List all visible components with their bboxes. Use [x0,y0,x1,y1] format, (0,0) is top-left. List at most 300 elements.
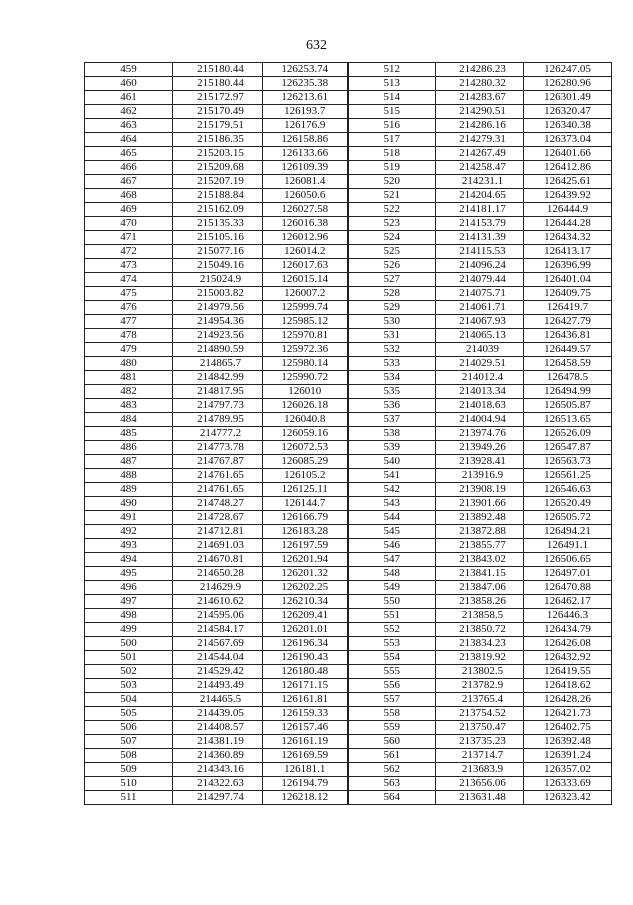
y-coordinate-cell: 126040.8 [263,413,348,427]
y-coordinate-cell: 126561.25 [524,469,612,483]
x-coordinate-cell: 214004.94 [436,413,524,427]
table-row [85,609,612,623]
table-row [85,329,612,343]
table-row [85,343,612,357]
y-coordinate-cell: 126446.3 [524,609,612,623]
table-row [85,679,612,693]
y-coordinate-cell: 126426.08 [524,637,612,651]
point-number-cell: 560 [348,735,436,749]
y-coordinate-cell: 126546.63 [524,483,612,497]
point-number-cell: 525 [348,245,436,259]
x-coordinate-cell: 214181.17 [436,203,524,217]
x-coordinate-cell: 214065.13 [436,329,524,343]
point-number-cell: 467 [85,175,173,189]
y-coordinate-cell: 126161.81 [263,693,348,707]
x-coordinate-cell: 214979.56 [173,301,263,315]
y-coordinate-cell: 126218.12 [263,791,348,805]
x-coordinate-cell: 213974.76 [436,427,524,441]
point-number-cell: 508 [85,749,173,763]
y-coordinate-cell: 126166.79 [263,511,348,525]
y-coordinate-cell: 126125.11 [263,483,348,497]
point-number-cell: 531 [348,329,436,343]
x-coordinate-cell: 215024.9 [173,273,263,287]
y-coordinate-cell: 126157.46 [263,721,348,735]
y-coordinate-cell: 126193.7 [263,105,348,119]
table-row [85,777,612,791]
table-row [85,427,612,441]
point-number-cell: 554 [348,651,436,665]
point-number-cell: 538 [348,427,436,441]
point-number-cell: 514 [348,91,436,105]
x-coordinate-cell: 214748.27 [173,497,263,511]
y-coordinate-cell: 126209.41 [263,609,348,623]
point-number-cell: 551 [348,609,436,623]
point-number-cell: 473 [85,259,173,273]
point-number-cell: 544 [348,511,436,525]
point-number-cell: 478 [85,329,173,343]
y-coordinate-cell: 126133.66 [263,147,348,161]
x-coordinate-cell: 215209.68 [173,161,263,175]
x-coordinate-cell: 213843.02 [436,553,524,567]
x-coordinate-cell: 213901.66 [436,497,524,511]
y-coordinate-cell: 126432.92 [524,651,612,665]
point-number-cell: 505 [85,707,173,721]
x-coordinate-cell: 214493.49 [173,679,263,693]
y-coordinate-cell: 126210.34 [263,595,348,609]
point-number-cell: 489 [85,483,173,497]
point-number-cell: 504 [85,693,173,707]
y-coordinate-cell: 126171.15 [263,679,348,693]
table-row [85,217,612,231]
x-coordinate-cell: 214529.42 [173,665,263,679]
table-row [85,623,612,637]
x-coordinate-cell: 214153.79 [436,217,524,231]
point-number-cell: 530 [348,315,436,329]
y-coordinate-cell: 126449.57 [524,343,612,357]
x-coordinate-cell: 214842.99 [173,371,263,385]
coordinates-table-body [85,63,612,805]
point-number-cell: 470 [85,217,173,231]
point-number-cell: 550 [348,595,436,609]
point-number-cell: 488 [85,469,173,483]
y-coordinate-cell: 126444.28 [524,217,612,231]
y-coordinate-cell: 126026.18 [263,399,348,413]
y-coordinate-cell: 126176.9 [263,119,348,133]
point-number-cell: 471 [85,231,173,245]
table-row [85,553,612,567]
y-coordinate-cell: 126235.38 [263,77,348,91]
x-coordinate-cell: 213847.06 [436,581,524,595]
y-coordinate-cell: 126201.01 [263,623,348,637]
table-row [85,273,612,287]
x-coordinate-cell: 214777.2 [173,427,263,441]
x-coordinate-cell: 213916.9 [436,469,524,483]
x-coordinate-cell: 214923.56 [173,329,263,343]
y-coordinate-cell: 126428.26 [524,693,612,707]
point-number-cell: 553 [348,637,436,651]
y-coordinate-cell: 126016.38 [263,217,348,231]
point-number-cell: 543 [348,497,436,511]
x-coordinate-cell: 214115.53 [436,245,524,259]
point-number-cell: 497 [85,595,173,609]
point-number-cell: 475 [85,287,173,301]
x-coordinate-cell: 214712.81 [173,525,263,539]
y-coordinate-cell: 126202.25 [263,581,348,595]
table-row [85,483,612,497]
point-number-cell: 474 [85,273,173,287]
table-row [85,665,612,679]
table-row [85,567,612,581]
x-coordinate-cell: 215003.82 [173,287,263,301]
y-coordinate-cell: 126105.2 [263,469,348,483]
point-number-cell: 561 [348,749,436,763]
y-coordinate-cell: 126280.96 [524,77,612,91]
x-coordinate-cell: 214789.95 [173,413,263,427]
table-row [85,161,612,175]
x-coordinate-cell: 214691.03 [173,539,263,553]
point-number-cell: 564 [348,791,436,805]
x-coordinate-cell: 214954.36 [173,315,263,329]
x-coordinate-cell: 213928.41 [436,455,524,469]
x-coordinate-cell: 214381.19 [173,735,263,749]
point-number-cell: 546 [348,539,436,553]
x-coordinate-cell: 214231.1 [436,175,524,189]
point-number-cell: 498 [85,609,173,623]
y-coordinate-cell: 125990.72 [263,371,348,385]
y-coordinate-cell: 125985.12 [263,315,348,329]
x-coordinate-cell: 214797.73 [173,399,263,413]
table-row [85,693,612,707]
y-coordinate-cell: 126323.42 [524,791,612,805]
point-number-cell: 469 [85,203,173,217]
x-coordinate-cell: 214204.65 [436,189,524,203]
x-coordinate-cell: 215077.16 [173,245,263,259]
point-number-cell: 462 [85,105,173,119]
y-coordinate-cell: 126434.32 [524,231,612,245]
point-number-cell: 464 [85,133,173,147]
y-coordinate-cell: 126169.59 [263,749,348,763]
point-number-cell: 466 [85,161,173,175]
point-number-cell: 486 [85,441,173,455]
x-coordinate-cell: 214283.67 [436,91,524,105]
point-number-cell: 459 [85,63,173,77]
x-coordinate-cell: 214767.87 [173,455,263,469]
point-number-cell: 517 [348,133,436,147]
table-row [85,315,612,329]
x-coordinate-cell: 214013.34 [436,385,524,399]
y-coordinate-cell: 126526.09 [524,427,612,441]
y-coordinate-cell: 126373.04 [524,133,612,147]
x-coordinate-cell: 215186.35 [173,133,263,147]
table-row [85,455,612,469]
y-coordinate-cell: 126340.38 [524,119,612,133]
table-row [85,287,612,301]
y-coordinate-cell: 126247.05 [524,63,612,77]
x-coordinate-cell: 214039 [436,343,524,357]
table-row [85,105,612,119]
y-coordinate-cell: 126253.74 [263,63,348,77]
x-coordinate-cell: 214439.05 [173,707,263,721]
point-number-cell: 529 [348,301,436,315]
y-coordinate-cell: 126458.59 [524,357,612,371]
y-coordinate-cell: 126012.96 [263,231,348,245]
point-number-cell: 555 [348,665,436,679]
y-coordinate-cell: 126470.88 [524,581,612,595]
table-row [85,595,612,609]
x-coordinate-cell: 214408.57 [173,721,263,735]
point-number-cell: 539 [348,441,436,455]
point-number-cell: 526 [348,259,436,273]
point-number-cell: 482 [85,385,173,399]
y-coordinate-cell: 126392.48 [524,735,612,749]
table-row [85,525,612,539]
table-row [85,469,612,483]
point-number-cell: 528 [348,287,436,301]
y-coordinate-cell: 126494.99 [524,385,612,399]
y-coordinate-cell: 126520.49 [524,497,612,511]
x-coordinate-cell: 214773.78 [173,441,263,455]
y-coordinate-cell: 126563.73 [524,455,612,469]
y-coordinate-cell: 126059.16 [263,427,348,441]
x-coordinate-cell: 213802.5 [436,665,524,679]
y-coordinate-cell: 126497.01 [524,567,612,581]
table-row [85,77,612,91]
point-number-cell: 547 [348,553,436,567]
x-coordinate-cell: 214258.47 [436,161,524,175]
y-coordinate-cell: 126014.2 [263,245,348,259]
y-coordinate-cell: 126491.1 [524,539,612,553]
point-number-cell: 502 [85,665,173,679]
point-number-cell: 501 [85,651,173,665]
x-coordinate-cell: 214322.63 [173,777,263,791]
y-coordinate-cell: 126181.1 [263,763,348,777]
table-row [85,357,612,371]
x-coordinate-cell: 213949.26 [436,441,524,455]
y-coordinate-cell: 126072.53 [263,441,348,455]
point-number-cell: 461 [85,91,173,105]
y-coordinate-cell: 126462.17 [524,595,612,609]
x-coordinate-cell: 214279.31 [436,133,524,147]
x-coordinate-cell: 214286.16 [436,119,524,133]
y-coordinate-cell: 126015.14 [263,273,348,287]
y-coordinate-cell: 126085.29 [263,455,348,469]
y-coordinate-cell: 126444.9 [524,203,612,217]
table-row [85,385,612,399]
x-coordinate-cell: 214343.16 [173,763,263,777]
x-coordinate-cell: 213765.4 [436,693,524,707]
x-coordinate-cell: 215203.15 [173,147,263,161]
x-coordinate-cell: 213850.72 [436,623,524,637]
x-coordinate-cell: 213750.47 [436,721,524,735]
point-number-cell: 490 [85,497,173,511]
y-coordinate-cell: 126320.47 [524,105,612,119]
table-row [85,539,612,553]
point-number-cell: 472 [85,245,173,259]
table-row [85,91,612,105]
x-coordinate-cell: 215105.16 [173,231,263,245]
table-row [85,399,612,413]
y-coordinate-cell: 126401.04 [524,273,612,287]
y-coordinate-cell: 126396.99 [524,259,612,273]
table-row [85,721,612,735]
y-coordinate-cell: 126201.32 [263,567,348,581]
y-coordinate-cell: 126180.48 [263,665,348,679]
point-number-cell: 537 [348,413,436,427]
table-row [85,189,612,203]
x-coordinate-cell: 214465.5 [173,693,263,707]
table-row [85,119,612,133]
point-number-cell: 540 [348,455,436,469]
point-number-cell: 468 [85,189,173,203]
x-coordinate-cell: 215170.49 [173,105,263,119]
point-number-cell: 513 [348,77,436,91]
x-coordinate-cell: 214131.39 [436,231,524,245]
point-number-cell: 463 [85,119,173,133]
x-coordinate-cell: 214610.62 [173,595,263,609]
point-number-cell: 552 [348,623,436,637]
x-coordinate-cell: 214286.23 [436,63,524,77]
point-number-cell: 545 [348,525,436,539]
x-coordinate-cell: 214267.49 [436,147,524,161]
point-number-cell: 465 [85,147,173,161]
x-coordinate-cell: 214817.95 [173,385,263,399]
x-coordinate-cell: 213782.9 [436,679,524,693]
x-coordinate-cell: 215188.84 [173,189,263,203]
x-coordinate-cell: 214544.04 [173,651,263,665]
point-number-cell: 527 [348,273,436,287]
y-coordinate-cell: 126427.79 [524,315,612,329]
point-number-cell: 515 [348,105,436,119]
point-number-cell: 481 [85,371,173,385]
point-number-cell: 485 [85,427,173,441]
y-coordinate-cell: 126402.75 [524,721,612,735]
point-number-cell: 512 [348,63,436,77]
y-coordinate-cell: 126007.2 [263,287,348,301]
table-row [85,63,612,77]
point-number-cell: 499 [85,623,173,637]
table-row [85,581,612,595]
table-row [85,651,612,665]
x-coordinate-cell: 214096.24 [436,259,524,273]
y-coordinate-cell: 126419.7 [524,301,612,315]
x-coordinate-cell: 214280.32 [436,77,524,91]
y-coordinate-cell: 126412.86 [524,161,612,175]
y-coordinate-cell: 126478.5 [524,371,612,385]
x-coordinate-cell: 214595.06 [173,609,263,623]
y-coordinate-cell: 126391.24 [524,749,612,763]
x-coordinate-cell: 215180.44 [173,77,263,91]
point-number-cell: 503 [85,679,173,693]
point-number-cell: 521 [348,189,436,203]
y-coordinate-cell: 126418.62 [524,679,612,693]
x-coordinate-cell: 213683.9 [436,763,524,777]
table-row [85,413,612,427]
point-number-cell: 532 [348,343,436,357]
point-number-cell: 476 [85,301,173,315]
x-coordinate-cell: 215180.44 [173,63,263,77]
y-coordinate-cell: 126547.87 [524,441,612,455]
x-coordinate-cell: 214728.67 [173,511,263,525]
table-row [85,791,612,805]
x-coordinate-cell: 214584.17 [173,623,263,637]
table-row [85,147,612,161]
x-coordinate-cell: 215049.16 [173,259,263,273]
point-number-cell: 541 [348,469,436,483]
x-coordinate-cell: 214650.28 [173,567,263,581]
x-coordinate-cell: 215162.09 [173,203,263,217]
point-number-cell: 548 [348,567,436,581]
x-coordinate-cell: 214290.51 [436,105,524,119]
y-coordinate-cell: 126159.33 [263,707,348,721]
x-coordinate-cell: 214567.69 [173,637,263,651]
y-coordinate-cell: 125999.74 [263,301,348,315]
y-coordinate-cell: 126439.92 [524,189,612,203]
x-coordinate-cell: 214297.74 [173,791,263,805]
y-coordinate-cell: 126158.86 [263,133,348,147]
y-coordinate-cell: 126109.39 [263,161,348,175]
y-coordinate-cell: 126421.73 [524,707,612,721]
x-coordinate-cell: 213656.06 [436,777,524,791]
x-coordinate-cell: 213714.7 [436,749,524,763]
x-coordinate-cell: 215207.19 [173,175,263,189]
point-number-cell: 509 [85,763,173,777]
point-number-cell: 495 [85,567,173,581]
table-row [85,259,612,273]
table-row [85,511,612,525]
point-number-cell: 500 [85,637,173,651]
point-number-cell: 518 [348,147,436,161]
table-row [85,707,612,721]
point-number-cell: 516 [348,119,436,133]
y-coordinate-cell: 126357.02 [524,763,612,777]
y-coordinate-cell: 126425.61 [524,175,612,189]
table-row [85,231,612,245]
table-row [85,203,612,217]
point-number-cell: 510 [85,777,173,791]
x-coordinate-cell: 213819.92 [436,651,524,665]
table-row [85,735,612,749]
point-number-cell: 484 [85,413,173,427]
table-row [85,637,612,651]
x-coordinate-cell: 213855.77 [436,539,524,553]
y-coordinate-cell: 126436.81 [524,329,612,343]
point-number-cell: 483 [85,399,173,413]
x-coordinate-cell: 214670.81 [173,553,263,567]
y-coordinate-cell: 126506.65 [524,553,612,567]
y-coordinate-cell: 126197.59 [263,539,348,553]
y-coordinate-cell: 126513.65 [524,413,612,427]
x-coordinate-cell: 215172.97 [173,91,263,105]
coordinates-table [84,62,612,805]
point-number-cell: 519 [348,161,436,175]
point-number-cell: 511 [85,791,173,805]
x-coordinate-cell: 214360.89 [173,749,263,763]
table-row [85,749,612,763]
point-number-cell: 492 [85,525,173,539]
point-number-cell: 533 [348,357,436,371]
y-coordinate-cell: 126213.61 [263,91,348,105]
x-coordinate-cell: 214067.93 [436,315,524,329]
point-number-cell: 535 [348,385,436,399]
point-number-cell: 480 [85,357,173,371]
y-coordinate-cell: 126144.7 [263,497,348,511]
table-row [85,133,612,147]
point-number-cell: 506 [85,721,173,735]
page-number: 632 [306,38,327,53]
table-row [85,441,612,455]
table-row [85,371,612,385]
point-number-cell: 523 [348,217,436,231]
